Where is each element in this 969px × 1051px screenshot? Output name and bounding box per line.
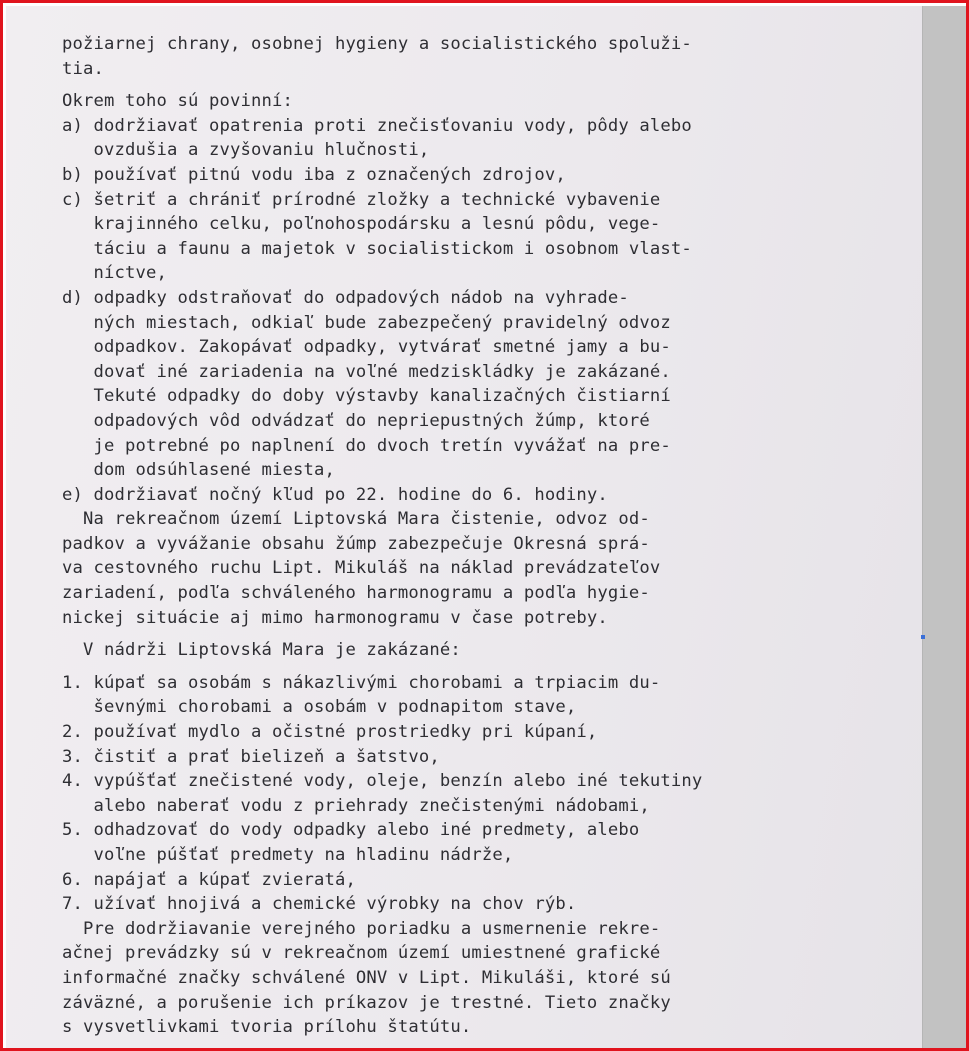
spacer — [62, 630, 774, 638]
scanned-page — [6, 6, 922, 1051]
text-line: padkov a vyvážanie obsahu žúmp zabezpečuje Okresná sprá- — [62, 533, 650, 554]
section-intro: Okrem toho sú povinní: — [62, 91, 293, 112]
list-item-d: d) odpadky odstraňovať do odpadových nádob na vyhrade- — [62, 287, 629, 308]
spacer — [62, 663, 774, 671]
list-item-c: c) šetriť a chrániť prírodné zložky a technické vybavenie — [62, 189, 661, 210]
text-line: záväzné, a porušenie ich príkazov je trestné. Tieto značky — [62, 992, 671, 1013]
text-line: tia. — [62, 58, 104, 79]
text-line: zariadení, podľa schváleného harmonogramu a podľa hygie- — [62, 583, 650, 604]
section-intro: V nádrži Liptovská Mara je zakázané: — [62, 640, 461, 661]
list-item-4: 4. vypúšťať znečistené vody, oleje, benzín alebo iné tekutiny — [62, 771, 703, 792]
text-line: odpadkov. Zakopávať odpadky, vytvárať smetné jamy a bu- — [62, 337, 671, 358]
text-line: ševnými chorobami a osobám v podnapitom stave, — [62, 697, 577, 718]
list-item-7: 7. užívať hnojivá a chemické výrobky na chov rýb. — [62, 894, 577, 915]
spacer — [62, 81, 774, 89]
text-line: informačné značky schválené ONV v Lipt. Mikuláši, ktoré sú — [62, 967, 671, 988]
list-item-2: 2. používať mydlo a očistné prostriedky pri kúpaní, — [62, 722, 598, 743]
list-item-1: 1. kúpať sa osobám s nákazlivými chorobami a trpiacim du- — [62, 672, 661, 693]
text-line: ovzdušia a zvyšovaniu hlučnosti, — [62, 140, 430, 161]
list-item-b: b) používať pitnú vodu iba z označených zdrojov, — [62, 164, 566, 185]
text-line: Tekuté odpadky do doby výstavby kanalizačných čistiarní — [62, 386, 671, 407]
text-line: táciu a faunu a majetok v socialistickom i osobnom vlast- — [62, 238, 692, 259]
list-item-e: e) dodržiavať nočný kľud po 22. hodine do 6. hodiny. — [62, 484, 608, 505]
text-line: je potrebné po naplnení do dvoch tretín vyvážať na pre- — [62, 435, 671, 456]
text-line: s vysvetlivkami tvoria prílohu štatútu. — [62, 1017, 472, 1038]
text-line: krajinného celku, poľnohospodársku a lesnú pôdu, vege- — [62, 214, 661, 235]
text-line: va cestovného ruchu Lipt. Mikuláš na náklad prevádzateľov — [62, 558, 661, 579]
document-text — [62, 32, 774, 1040]
text-line: nickej situácie aj mimo harmonogramu v čase potreby. — [62, 607, 608, 628]
text-line: alebo naberať vodu z priehrady znečistenými nádobami, — [62, 795, 650, 816]
text-line: voľne púšťať predmety na hladinu nádrže, — [62, 845, 514, 865]
text-line: požiarnej chrany, osobnej hygieny a socialistického spoluži- — [62, 34, 692, 54]
paragraph-start: Pre dodržiavanie verejného poriadku a usmernenie rekre- — [62, 918, 661, 939]
list-item-a: a) dodržiavať opatrenia proti znečisťovaniu vody, pôdy alebo — [62, 115, 692, 136]
text-line: dovať iné zariadenia na voľné medziskládky je zakázané. — [62, 361, 671, 382]
text-line: níctve, — [62, 263, 167, 284]
paragraph-start: Na rekreačnom území Liptovská Mara čistenie, odvoz od- — [62, 509, 650, 530]
text-line: ných miestach, odkiaľ bude zabezpečený pravidelný odvoz — [62, 312, 671, 333]
list-item-3: 3. čistiť a prať bielizeň a šatstvo, — [62, 746, 440, 767]
list-item-6: 6. napájať a kúpať zvieratá, — [62, 869, 356, 890]
text-line: dom odsúhlasené miesta, — [62, 460, 335, 481]
scan-margin-strip — [922, 6, 969, 1051]
list-item-5: 5. odhadzovať do vody odpadky alebo iné predmety, alebo — [62, 820, 640, 841]
text-line: odpadových vôd odvádzať do nepriepustných žúmp, ktoré — [62, 410, 650, 431]
text-line: ačnej prevádzky sú v rekreačnom území umiestnené grafické — [62, 943, 661, 964]
marker-dot — [921, 635, 925, 639]
